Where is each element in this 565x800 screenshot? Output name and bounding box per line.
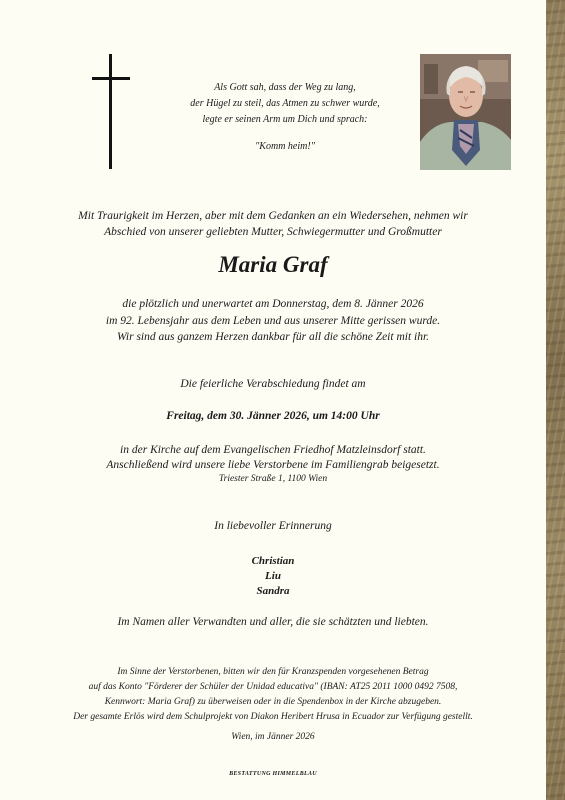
poem xyxy=(150,80,420,155)
mourner-name: Sandra xyxy=(256,585,290,597)
poem-line: Als Gott sah, dass der Weg zu lang, xyxy=(214,82,356,93)
donation-line: Kennwort: Maria Graf) zu überweisen oder in die Spendenbox in der Kirche abzugeben. xyxy=(104,697,442,707)
ceremony-announcement: Die feierliche Verabschiedung findet am xyxy=(180,378,366,390)
location-line: in der Kirche auf dem Evangelischen Friedhof Matzleinsdorf statt. xyxy=(120,444,426,456)
passing-text xyxy=(0,296,546,346)
relatives-line: Im Namen aller Verwandten und aller, die sie schätzten und liebten. xyxy=(117,616,429,628)
mourner-name: Christian xyxy=(251,555,295,567)
passing-line: die plötzlich und unerwartet am Donnerstag, dem 8. Jänner 2026 xyxy=(122,298,424,310)
mourner-list xyxy=(0,554,546,599)
poem-line: legte er seinen Arm um Dich und sprach: xyxy=(202,114,368,125)
portrait-photo xyxy=(420,54,511,170)
mourner-name: Liu xyxy=(265,570,281,582)
donation-line: Der gesamte Erlös wird dem Schulprojekt von Diakon Heribert Hrusa in Ecuador zur Verfügung gestellt. xyxy=(73,712,473,722)
donation-line: Im Sinne der Verstorbenen, bitten wir den für Kranzspenden vorgesehenen Betrag xyxy=(117,667,429,677)
place-date: Wien, im Jänner 2026 xyxy=(231,732,315,742)
donation-notice xyxy=(0,665,546,725)
poem-line: der Hügel zu steil, das Atmen zu schwer wurde, xyxy=(190,98,380,109)
deceased-name: Maria Graf xyxy=(218,252,328,277)
intro-line: Abschied von unserer geliebten Mutter, Schwiegermutter und Großmutter xyxy=(104,226,442,238)
decorative-border xyxy=(546,0,565,800)
intro-text xyxy=(0,208,546,240)
passing-line: Wir sind aus ganzem Herzen dankbar für all die schöne Zeit mit ihr. xyxy=(116,331,430,343)
funeral-home-footer: BESTATTUNG HIMMELBLAU xyxy=(229,771,317,777)
ceremony-location xyxy=(0,443,546,473)
donation-line: auf das Konto "Förderer der Schüler der Unidad educativa" (IBAN: AT25 2011 1000 0492 7508, xyxy=(88,682,458,692)
poem-quote: "Komm heim!" xyxy=(255,141,315,152)
ceremony-address: Triester Straße 1, 1100 Wien xyxy=(218,474,328,484)
intro-line: Mit Traurigkeit im Herzen, aber mit dem Gedanken an ein Wiedersehen, nehmen wir xyxy=(78,210,468,222)
location-line: Anschließend wird unsere liebe Verstorbene im Familiengrab beigesetzt. xyxy=(106,459,440,471)
memory-heading: In liebevoller Erinnerung xyxy=(214,520,332,532)
ceremony-date-time: Freitag, dem 30. Jänner 2026, um 14:00 Uhr xyxy=(166,410,380,422)
passing-line: im 92. Lebensjahr aus dem Leben und aus unserer Mitte gerissen wurde. xyxy=(105,314,441,327)
